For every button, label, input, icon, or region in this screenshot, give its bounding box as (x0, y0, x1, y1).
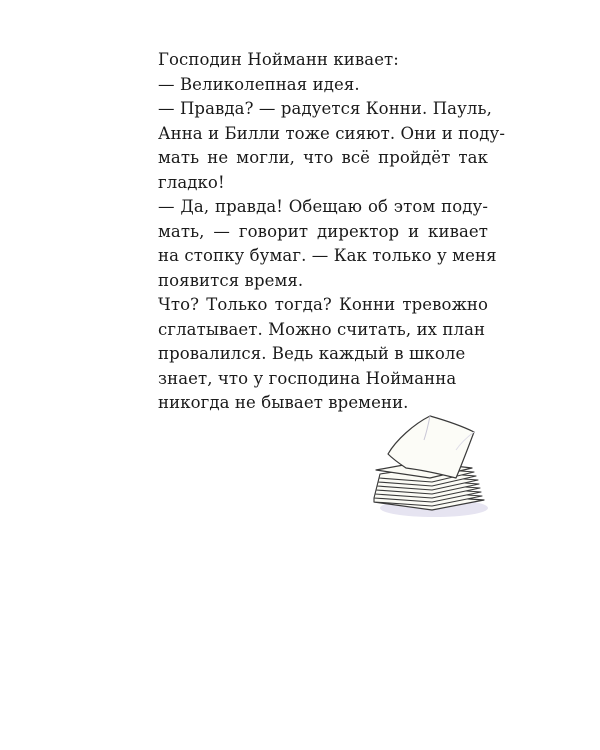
text-line: сглатывает. Можно считать, их план (158, 319, 486, 339)
text-line: — Правда? — радуется Конни. Пауль, (158, 99, 492, 118)
text-line: появится время. (158, 270, 304, 290)
text-line: Господин Нойманн кивает: (158, 50, 399, 69)
text-line: Анна и Билли тоже сияют. Они и поду- (158, 123, 506, 143)
text-line: — Да, правда! Обещаю об этом поду- (158, 197, 488, 216)
text-line: на стопку бумаг. — Как только у меня (158, 246, 497, 265)
text-line: — Великолепная идея. (158, 74, 360, 94)
story-text (158, 48, 506, 416)
paper-stack-icon (366, 410, 490, 524)
text-line: мать, — говорит директор и кивает (158, 221, 488, 241)
text-line: провалился. Ведь каждый в школе (158, 344, 466, 363)
text-line: знает, что у господина Нойманна (158, 368, 457, 388)
text-line: Что? Только тогда? Конни тревожно (158, 295, 488, 314)
text-line: никогда не бывает времени. (158, 393, 409, 412)
text-line: гладко! (158, 172, 225, 192)
text-line: мать не могли, что всё пройдёт так (158, 148, 488, 167)
